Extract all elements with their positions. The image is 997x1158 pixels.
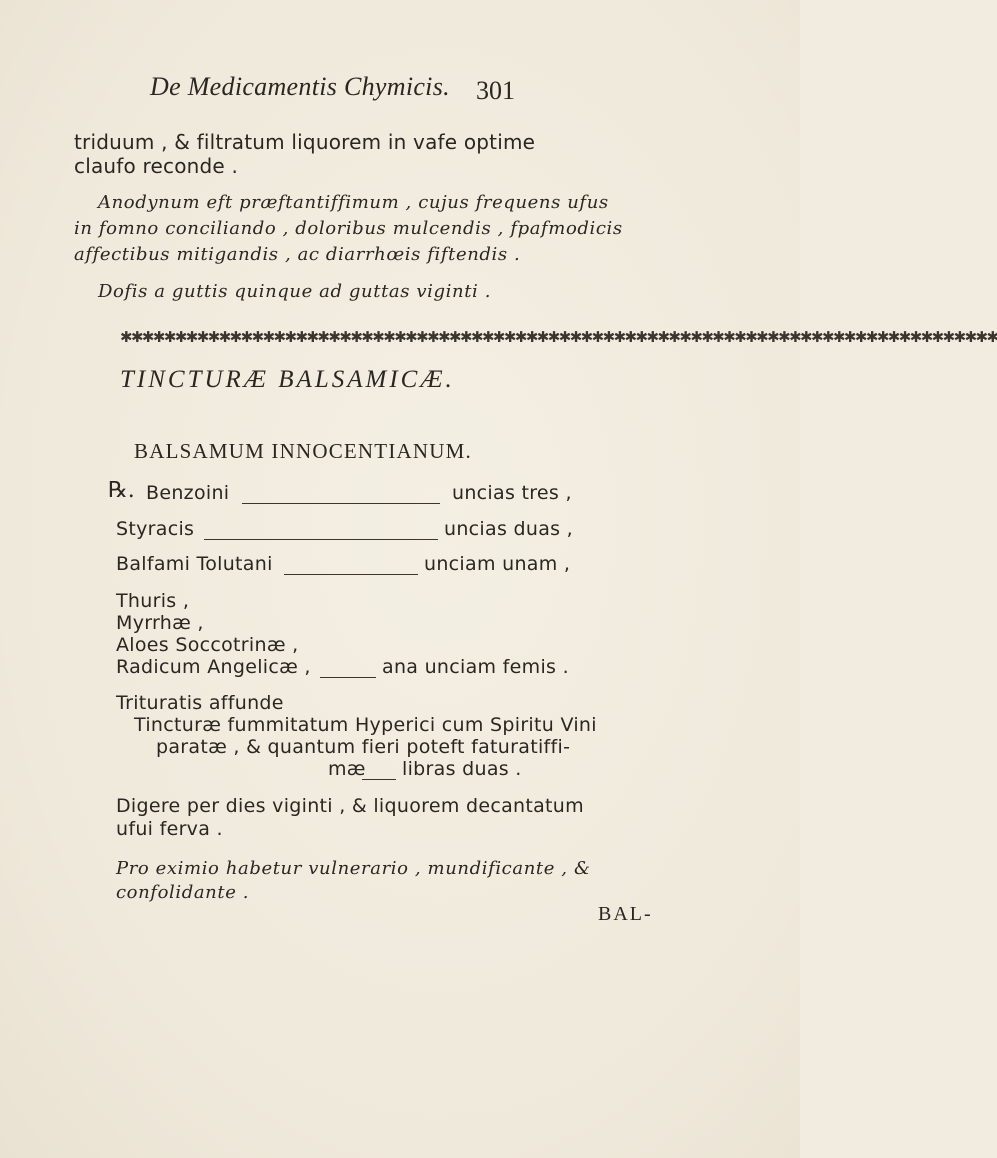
tinctura-line-2: paratæ , & quantum fieri poteft faturatiffi- [156,736,571,758]
tinctura-line-3: mæ [328,758,366,780]
page-number: 301 [476,76,515,105]
intro-line-1: triduum , & filtratum liquorem in vafe optime [74,130,536,154]
pro-line-2: confolidante . [116,882,250,903]
ingredient-amount-2: uncias duas , [444,518,574,540]
subtitle: BALSAMUM INNOCENTIANUM. [134,439,472,463]
ornament-border: ✱✱✱✱✱✱✱✱✱✱✱✱✱✱✱✱✱✱✱✱✱✱✱✱✱✱✱✱✱✱✱✱✱✱✱✱✱✱✱✱✱✱✱✱✱✱✱✱✱✱✱✱✱✱✱✱✱✱✱✱✱✱✱✱✱✱✱✱✱✱✱✱✱✱✱✱✱✱✱✱ [120,328,997,346]
digere-line-2: ufui ferva . [116,818,223,840]
trituratis-line: Trituratis affunde [116,692,284,714]
anodynum-line-2: in fomno conciliando , doloribus mulcendis , fpafmodicis [74,218,623,239]
ingredient-amount-1: uncias tres , [452,482,572,504]
ingredient-amount-3: unciam unam , [424,553,571,575]
anodynum-line-1: Anodynum eft præftantiffimum , cujus frequens ufus [98,192,609,213]
catchword: BAL- [598,903,653,925]
dash-2 [204,529,438,548]
ingredient-name-3: Balfami Tolutani [116,553,273,575]
section-title: TINCTURÆ BALSAMICÆ. [120,366,455,393]
running-title: De Medicamentis Chymicis. [150,72,450,101]
group-item-4: Radicum Angelicæ , [116,656,311,678]
ingredient-name-2: Styracis [116,518,195,540]
dash-1 [242,493,440,512]
tinctura-line-1: Tincturæ fummitatum Hyperici cum Spiritu Vini [134,714,597,736]
digere-line-1: Digere per dies viginti , & liquorem decantatum [116,795,584,817]
dash-4 [320,667,376,686]
group-item-1: Thuris , [116,590,190,612]
dosis-line: Dofis a guttis quinque ad guttas viginti . [98,281,492,302]
ingredient-name-1: Benzoini [146,482,230,504]
dash-5 [362,769,396,788]
group-item-3: Aloes Soccotrinæ , [116,634,299,656]
dash-3 [284,564,418,583]
pro-line-1: Pro eximio habetur vulnerario , mundificante , & [116,858,591,879]
anodynum-line-3: affectibus mitigandis , ac diarrhœis fiftendis . [74,244,521,265]
recipe-symbol: ℞. [108,478,135,503]
intro-line-2: claufo reconde . [74,154,239,178]
group-amount: ana unciam femis . [382,656,569,678]
tinctura-amount: libras duas . [402,758,522,780]
group-item-2: Myrrhæ , [116,612,204,634]
